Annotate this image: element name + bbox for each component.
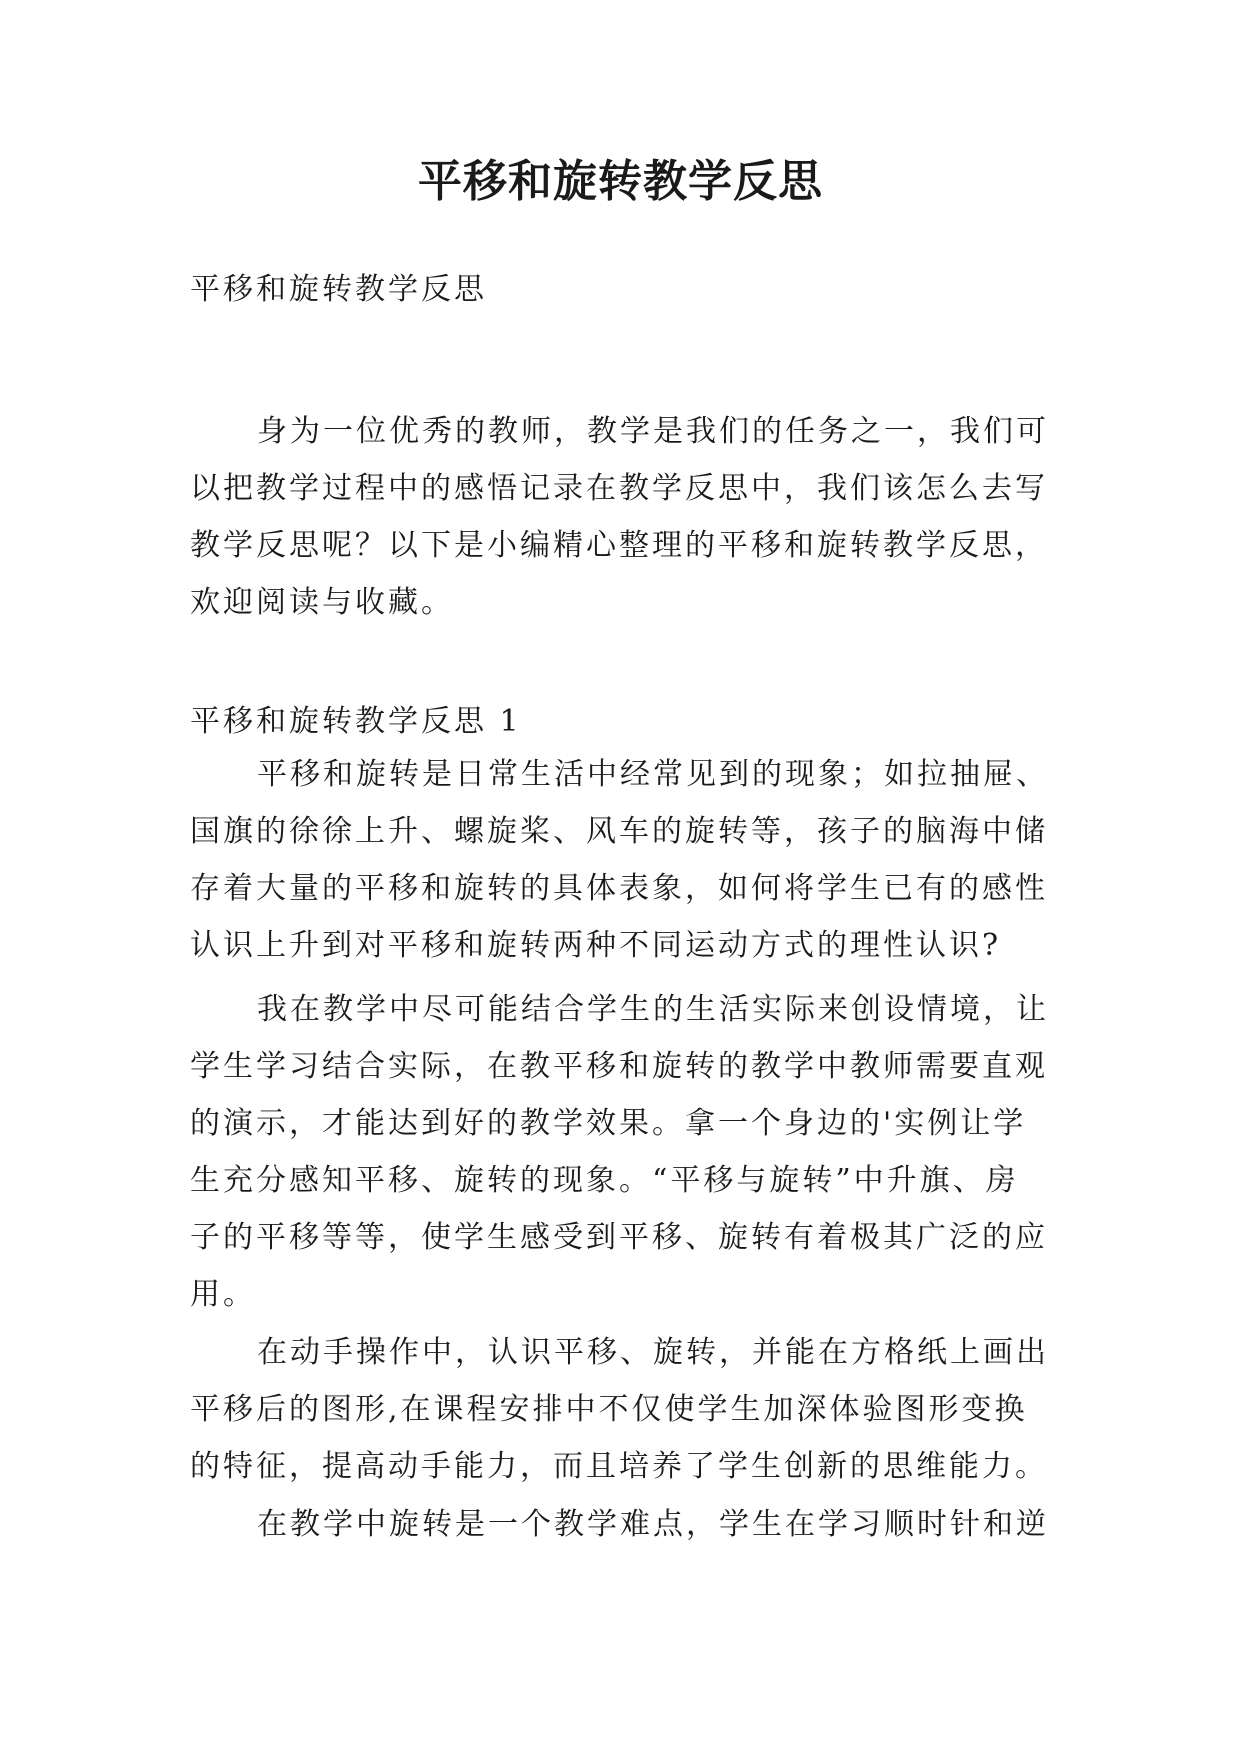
text-line: 在教学中旋转是一个教学难点，学生在学习顺时针和逆 [257, 1507, 1049, 1542]
document-title: 平移和旋转教学反思 [418, 156, 823, 207]
text-line: 平移和旋转是日常生活中经常见到的现象；如拉抽屉、 [257, 757, 1049, 792]
text-line: 平移后的图形,在课程安排中不仅使学生加深体验图形变换 [190, 1392, 1028, 1427]
body-paragraph [190, 746, 1050, 974]
text-line: 欢迎阅读与收藏。 [190, 585, 454, 620]
text-line: 认识上升到对平移和旋转两种不同运动方式的理性认识? [190, 928, 1002, 963]
text-line: 国旗的徐徐上升、螺旋桨、风车的旋转等，孩子的脑海中储 [190, 814, 1048, 849]
body-paragraph [190, 981, 1050, 1323]
text-line: 生充分感知平移、旋转的现象。“平移与旋转”中升旗、房 [190, 1163, 1019, 1198]
text-line: 我在教学中尽可能结合学生的生活实际来创设情境，让 [257, 992, 1049, 1027]
text-line: 的特征，提高动手能力，而且培养了学生创新的思维能力。 [190, 1449, 1048, 1484]
section-heading: 平移和旋转教学反思 1 [190, 704, 522, 739]
text-line: 以把教学过程中的感悟记录在教学反思中，我们该怎么去写 [190, 471, 1048, 506]
text-line: 存着大量的平移和旋转的具体表象，如何将学生已有的感性 [190, 871, 1048, 906]
text-line: 身为一位优秀的教师，教学是我们的任务之一，我们可 [257, 414, 1049, 449]
text-line: 用。 [190, 1277, 256, 1312]
text-line: 学生学习结合实际，在教平移和旋转的教学中教师需要直观 [190, 1049, 1048, 1084]
document-subtitle: 平移和旋转教学反思 [190, 272, 487, 307]
intro-paragraph [190, 403, 1050, 631]
text-line: 子的平移等等，使学生感受到平移、旋转有着极其广泛的应 [190, 1220, 1048, 1255]
text-line: 的演示，才能达到好的教学效果。拿一个身边的'实例让学 [190, 1106, 1027, 1141]
body-paragraph [190, 1324, 1050, 1495]
text-line: 在动手操作中，认识平移、旋转，并能在方格纸上画出 [257, 1335, 1049, 1370]
text-line: 教学反思呢？以下是小编精心整理的平移和旋转教学反思， [190, 528, 1048, 563]
body-paragraph [190, 1496, 1050, 1553]
